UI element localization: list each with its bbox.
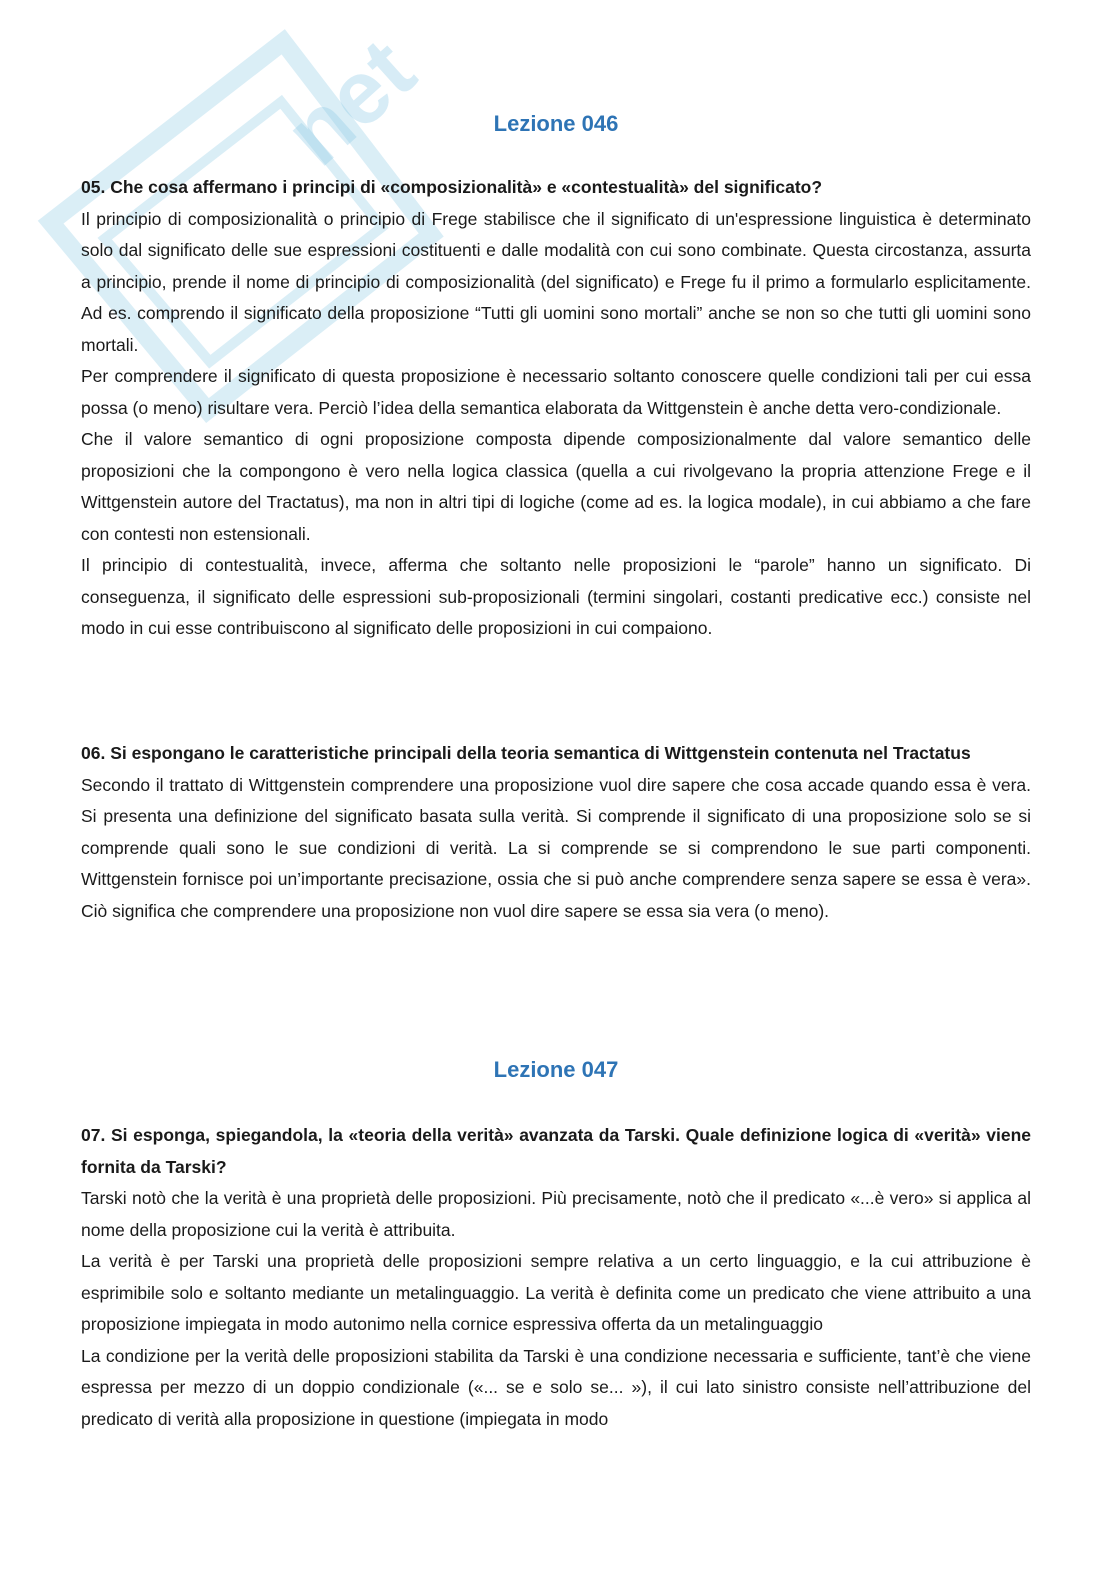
lesson-047-heading: Lezione 047 <box>493 1057 619 1082</box>
q07-paragraph-1: Tarski notò che la verità è una proprietà delle proposizioni. Più precisamente, notò che il predicato «...è vero» si applica al nome della proposizione cui la verità è attribuita. <box>81 1188 1031 1240</box>
q07-paragraph-2: La verità è per Tarski una proprietà delle proposizioni sempre relativa a un certo linguaggio, e la cui attribuzione è esprimibile solo e soltanto mediante un metalinguaggio. La verità è definita come un predicato che viene attribuito a una proposizione impiegata in modo autonimo nella cornice espressiva offerta da un metalinguaggio <box>81 1251 1031 1334</box>
question-06-section <box>81 738 1031 927</box>
question-06-title: 06. Si espongano le caratteristiche principali della teoria semantica di Wittgenstein contenuta nel Tractatus <box>81 743 971 763</box>
q05-paragraph-3: Che il valore semantico di ogni proposizione composta dipende composizionalmente dal valore semantico delle proposizioni che la compongono è vero nella logica classica (quella a cui rivolgevano la propria attenzione Frege e il Wittgenstein autore del Tractatus), ma non in altri tipi di logiche (come ad es. la logica modale), in cui abbiamo a che fare con contesti non estensionali. <box>81 429 1031 544</box>
question-07-section <box>81 1120 1031 1435</box>
question-05-section <box>81 172 1031 645</box>
lesson-046-heading: Lezione 046 <box>493 111 619 136</box>
q06-paragraph-1: Secondo il trattato di Wittgenstein comprendere una proposizione vuol dire sapere che cosa accade quando essa è vera. Si presenta una definizione del significato basata sulla verità. Si comprende il significato di una proposizione solo se si comprende quali sono le sue condizioni di verità. La si comprende se si comprendono le sue parti componenti. Wittgenstein fornisce poi un’importante precisazione, ossia che si può anche comprendere senza sapere se essa è vera». Ciò significa che comprendere una proposizione non vuol dire sapere se essa sia vera (o meno). <box>81 774 1031 921</box>
question-07-title: 07. Si esponga, spiegandola, la «teoria della verità» avanzata da Tarski. Quale definizione logica di «verità» viene fornita da Tarski? <box>81 1125 1031 1177</box>
q05-paragraph-4: Il principio di contestualità, invece, afferma che soltanto nelle proposizioni le “parole” hanno un significato. Di conseguenza, il significato delle espressioni sub-proposizionali (termini singolari, costanti predicative ecc.) consiste nel modo in cui esse contribuiscono al significato delle proposizioni in cui compaiono. <box>81 555 1031 638</box>
watermark-brand: net <box>266 20 434 185</box>
question-05-title: 05. Che cosa affermano i principi di «composizionalità» e «contestualità» del significato? <box>81 177 823 197</box>
q05-paragraph-1: Il principio di composizionalità o principio di Frege stabilisce che il significato di un'espressione linguistica è determinato solo dal significato delle sue espressioni costituenti e dalle modalità con cui sono combinate. Questa circostanza, assurta a principio, prende il nome di principio di composizionalità (del significato) e Frege fu il primo a formularlo esplicitamente. Ad es. comprendo il significato della proposizione “Tutti gli uomini sono mortali” anche se non so che tutti gli uomini sono mortali. <box>81 208 1031 355</box>
q05-paragraph-2: Per comprendere il significato di questa proposizione è necessario soltanto conoscere quelle condizioni tali per cui essa possa (o meno) risultare vera. Perciò l’idea della semantica elaborata da Wittgenstein è anche detta vero-condizionale. <box>81 366 1031 418</box>
q07-paragraph-3: La condizione per la verità delle proposizioni stabilita da Tarski è una condizione necessaria e sufficiente, tant’è che viene espressa per mezzo di un doppio condizionale («... se e solo se... »), il cui lato sinistro consiste nell’attribuzione del predicato di verità alla proposizione in questione (impiegata in modo <box>81 1345 1031 1429</box>
